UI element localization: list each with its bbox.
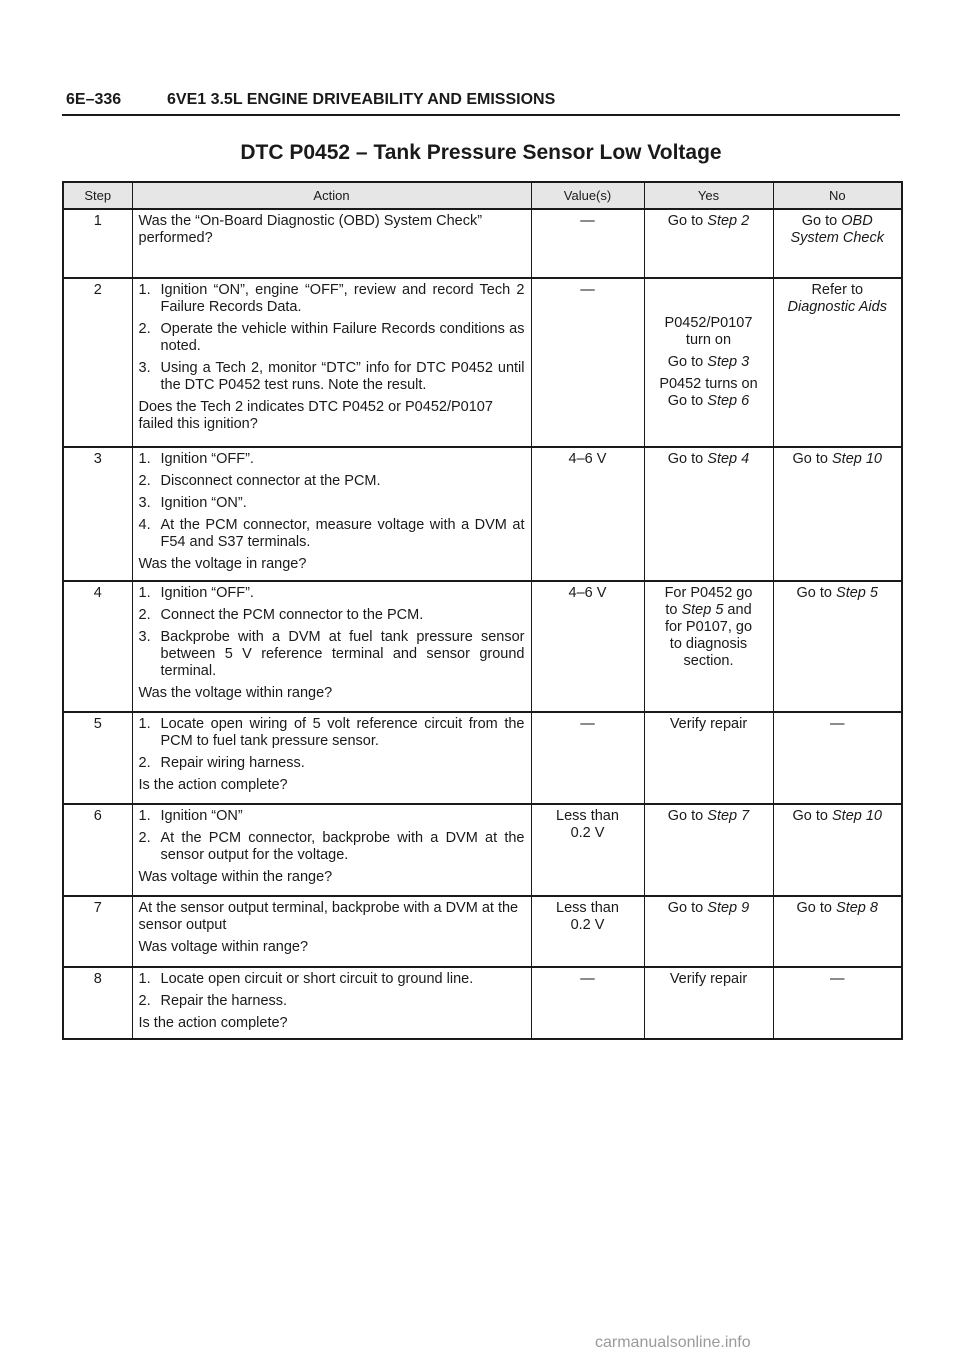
yes-cell <box>644 896 773 967</box>
no-text: Refer to <box>811 282 864 298</box>
col-header-values: Value(s) <box>531 182 644 209</box>
action-text: At the sensor output terminal, backprobe with a DVM at the sensor output <box>138 900 519 933</box>
step-number: 8 <box>63 967 132 1039</box>
action-item <box>139 808 525 825</box>
yes-text: Go to <box>667 451 708 467</box>
item-text: Repair the harness. <box>160 993 288 1009</box>
item-number: 3. <box>138 629 151 645</box>
diagnostic-table <box>62 181 903 1040</box>
action-cell <box>132 447 531 581</box>
yes-text: Go to <box>667 900 708 916</box>
action-question: Was voltage within range? <box>138 939 309 955</box>
no-text: Go to <box>796 900 837 916</box>
table-row <box>63 804 902 896</box>
section-title: 6VE1 3.5L ENGINE DRIVEABILITY AND EMISSIONS <box>167 91 556 108</box>
item-number: 2. <box>138 755 151 771</box>
action-cell <box>132 896 531 967</box>
no-text: Go to <box>801 213 842 229</box>
action-item <box>139 321 525 355</box>
action-item <box>139 830 525 864</box>
action-item <box>139 755 525 772</box>
no-cell: — <box>773 967 902 1039</box>
action-cell <box>132 278 531 447</box>
yes-text: P0452/P0107 turn on <box>664 314 753 348</box>
yes-goto <box>651 354 767 371</box>
item-number: 4. <box>138 517 151 533</box>
action-item <box>139 971 525 988</box>
item-number: 3. <box>138 495 151 511</box>
action-item <box>139 360 525 394</box>
yes-text: For P0452 go to <box>664 585 753 618</box>
no-cell <box>773 209 902 278</box>
value-cell: — <box>531 967 644 1039</box>
item-text: Ignition “ON” <box>160 808 243 824</box>
table-row <box>63 447 902 581</box>
col-header-yes: Yes <box>644 182 773 209</box>
value-cell: 4–6 V <box>531 447 644 581</box>
yes-step-ref: Step 7 <box>707 808 750 824</box>
col-header-step: Step <box>63 182 132 209</box>
item-text: Using a Tech 2, monitor “DTC” info for DTC P0452 until the DTC P0452 test runs. Note the result. <box>160 360 525 393</box>
yes-text: Go to <box>667 392 708 409</box>
yes-step-ref: Step 2 <box>707 213 750 229</box>
item-text: Locate open circuit or short circuit to ground line. <box>160 971 474 987</box>
yes-step-ref: Step 4 <box>707 451 750 467</box>
step-number: 2 <box>63 278 132 447</box>
item-number: 1. <box>138 282 151 298</box>
yes-text: P0452 turns on <box>659 375 758 392</box>
step-number: 1 <box>63 209 132 278</box>
no-ref: Step 10 <box>832 808 882 824</box>
value-cell: Less than 0.2 V <box>531 896 644 967</box>
no-text: Go to <box>796 585 837 601</box>
yes-cell <box>644 209 773 278</box>
step-number: 5 <box>63 712 132 804</box>
yes-text: Go to <box>667 808 708 824</box>
watermark: carmanualsonline.info <box>595 1334 751 1351</box>
item-number: 2. <box>138 607 151 623</box>
no-cell <box>773 804 902 896</box>
yes-text: Go to <box>667 353 708 370</box>
action-question: Is the action complete? <box>138 777 288 793</box>
no-cell <box>773 896 902 967</box>
yes-cell <box>644 804 773 896</box>
item-text: Locate open wiring of 5 volt reference circuit from the PCM to fuel tank pressure sensor. <box>160 716 525 749</box>
value-cell: — <box>531 712 644 804</box>
header-rule <box>62 114 900 116</box>
step-number: 3 <box>63 447 132 581</box>
col-header-no: No <box>773 182 902 209</box>
action-question: Was voltage within the range? <box>138 869 333 885</box>
yes-cell <box>644 278 773 447</box>
item-text: Ignition “ON”. <box>160 495 247 511</box>
item-text: Connect the PCM connector to the PCM. <box>160 607 424 623</box>
no-ref: Step 10 <box>832 451 882 467</box>
action-question: Was the voltage within range? <box>138 685 333 701</box>
table-header-row <box>63 182 902 209</box>
no-cell <box>773 581 902 712</box>
action-cell <box>132 804 531 896</box>
item-text: At the PCM connector, measure voltage with a DVM at F54 and S37 terminals. <box>160 517 525 550</box>
no-ref: Step 8 <box>836 900 878 916</box>
item-number: 2. <box>138 993 151 1009</box>
table-row <box>63 712 902 804</box>
table-row <box>63 896 902 967</box>
action-item <box>139 282 525 316</box>
yes-cell: Verify repair <box>644 967 773 1039</box>
no-cell <box>773 278 902 447</box>
no-ref: OBD System Check <box>790 213 884 246</box>
action-item <box>139 716 525 750</box>
table-row <box>63 209 902 278</box>
document-title: DTC P0452 – Tank Pressure Sensor Low Voltage <box>240 141 722 164</box>
step-number: 4 <box>63 581 132 712</box>
item-text: Disconnect connector at the PCM. <box>160 473 381 489</box>
action-item <box>139 451 525 468</box>
action-text: Was the “On-Board Diagnostic (OBD) System Check” performed? <box>138 213 483 246</box>
item-text: Ignition “OFF”. <box>160 451 254 467</box>
step-number: 7 <box>63 896 132 967</box>
action-cell <box>132 581 531 712</box>
no-cell <box>773 447 902 581</box>
action-cell <box>132 967 531 1039</box>
action-item <box>139 517 525 551</box>
value-cell: — <box>531 278 644 447</box>
item-number: 2. <box>138 830 151 846</box>
item-number: 1. <box>138 451 151 467</box>
action-cell <box>132 712 531 804</box>
action-item <box>139 495 525 512</box>
action-item <box>139 993 525 1010</box>
page-number: 6E–336 <box>66 91 122 108</box>
item-text: Backprobe with a DVM at fuel tank pressure sensor between 5 V reference terminal and sensor ground terminal. <box>160 629 525 679</box>
item-text: Ignition “ON”, engine “OFF”, review and record Tech 2 Failure Records Data. <box>160 282 525 315</box>
action-cell <box>132 209 531 278</box>
yes-cell: Verify repair <box>644 712 773 804</box>
yes-step-ref: Step 3 <box>707 353 750 370</box>
value-cell: 4–6 V <box>531 581 644 712</box>
yes-step-ref: Step 6 <box>707 392 750 409</box>
yes-step-ref: Step 5 <box>681 602 724 618</box>
item-number: 2. <box>138 473 151 489</box>
action-item <box>139 585 525 602</box>
item-number: 3. <box>138 360 151 376</box>
item-number: 1. <box>138 808 151 824</box>
action-item <box>139 607 525 624</box>
action-question: Does the Tech 2 indicates DTC P0452 or P0452/P0107 failed this ignition? <box>138 399 493 432</box>
action-item <box>139 629 525 680</box>
item-number: 1. <box>138 971 151 987</box>
action-question: Was the voltage in range? <box>138 556 307 572</box>
col-header-action: Action <box>132 182 531 209</box>
item-text: Ignition “OFF”. <box>160 585 254 601</box>
yes-text: Go to <box>667 213 708 229</box>
table-row <box>63 581 902 712</box>
action-item <box>139 473 525 490</box>
item-number: 2. <box>138 321 151 337</box>
item-text: At the PCM connector, backprobe with a DVM at the sensor output for the voltage. <box>160 830 525 863</box>
yes-step-ref: Step 9 <box>707 900 750 916</box>
action-question: Is the action complete? <box>138 1015 288 1031</box>
no-ref: Step 5 <box>836 585 878 601</box>
no-ref: Diagnostic Aids <box>787 299 887 315</box>
item-text: Operate the vehicle within Failure Records conditions as noted. <box>160 321 525 354</box>
value-cell: — <box>531 209 644 278</box>
yes-cell <box>644 447 773 581</box>
no-cell: — <box>773 712 902 804</box>
no-text: Go to <box>792 808 832 824</box>
item-text: Repair wiring harness. <box>160 755 305 771</box>
yes-goto <box>651 393 767 410</box>
table-row <box>63 278 902 447</box>
yes-cell <box>644 581 773 712</box>
step-number: 6 <box>63 804 132 896</box>
yes-text: and for P0107, go to diagnosis section. <box>664 602 753 669</box>
item-number: 1. <box>138 716 151 732</box>
value-cell: Less than 0.2 V <box>531 804 644 896</box>
item-number: 1. <box>138 585 151 601</box>
no-text: Go to <box>792 451 832 467</box>
table-row <box>63 967 902 1039</box>
